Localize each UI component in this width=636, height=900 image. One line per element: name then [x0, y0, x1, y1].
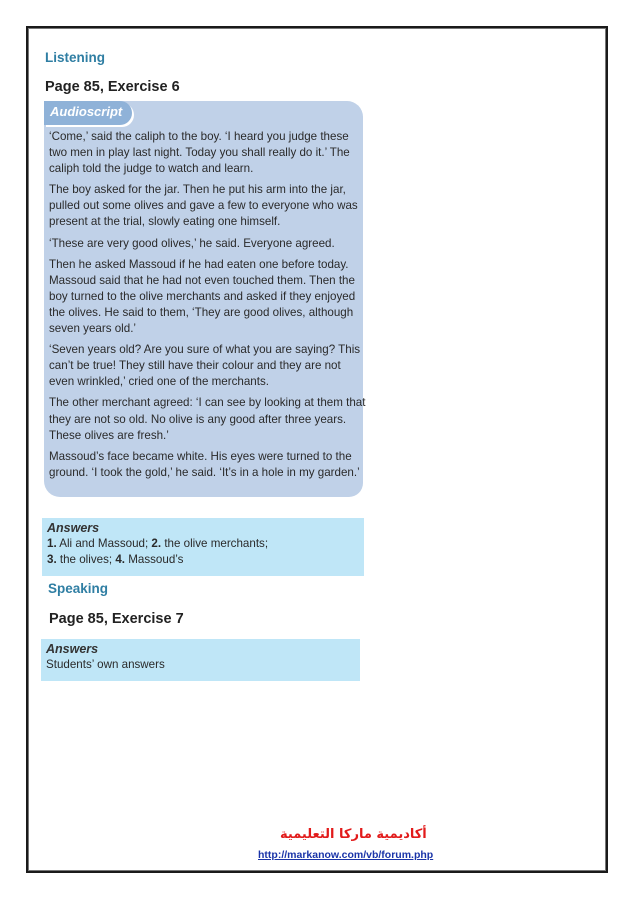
audioscript-paragraph: Then he asked Massoud if he had eaten one before today. Massoud said that he had not even touched them. Then the boy turned to the olive merchants and asked if they enjoyed the olives. He said to them, ‘They are good olives, although seven years old.’ — [49, 257, 356, 336]
listening-answers-box — [42, 518, 364, 576]
audioscript-paragraph: ‘Seven years old? Are you sure of what you are saying? This can’t be true! They still have their colour and they are not even wrinkled,’ cried one of the merchants. — [49, 343, 361, 389]
audioscript-text — [49, 129, 367, 486]
answer-number: 4. — [115, 553, 125, 566]
speaking-answers-box — [41, 639, 360, 681]
audioscript-paragraph: The boy asked for the jar. Then he put his arm into the jar, pulled out some olives and gave a few to everyone who was present at the trial, slowly eating one himself. — [49, 183, 358, 229]
answer-number: 2. — [151, 537, 162, 550]
answer-text: the olive merchants; — [161, 537, 269, 550]
footer-arabic-title: أكاديمية ماركا التعليمية — [280, 827, 427, 842]
answer-text: the olives; — [56, 553, 116, 566]
audioscript-label: Audioscript — [50, 104, 123, 119]
audioscript-paragraph: The other merchant agreed: ‘I can see by looking at them that they are not so old. No olive is any good after three years. These olives are fresh.’ — [49, 396, 366, 442]
answer-number: 1. — [47, 537, 57, 550]
footer-url-link[interactable]: http://markanow.com/vb/forum.php — [258, 849, 434, 861]
answers-line — [47, 552, 359, 568]
speaking-heading: Speaking — [48, 581, 109, 596]
answer-text: Massoud’s — [125, 553, 184, 566]
listening-heading: Listening — [45, 50, 105, 65]
audioscript-paragraph: Massoud’s face became white. His eyes were turned to the ground. ‘I took the gold,’ he said. ‘It’s in a hole in my garden.’ — [49, 449, 360, 479]
listening-exercise-title: Page 85, Exercise 6 — [45, 79, 180, 95]
audioscript-paragraph: ‘These are very good olives,’ he said. Everyone agreed. — [49, 236, 335, 250]
answers-line — [47, 536, 359, 552]
answer-text: Ali and Massoud; — [56, 537, 152, 550]
speaking-exercise-title: Page 85, Exercise 7 — [49, 611, 184, 627]
answers-text: Students’ own answers — [46, 658, 165, 671]
answers-list — [47, 536, 359, 568]
answers-heading: Answers — [46, 642, 99, 656]
answer-number: 3. — [47, 553, 57, 566]
audioscript-paragraph: ‘Come,’ said the caliph to the boy. ‘I heard you judge these two men in play last night. Today you shall really do it.’ The caliph told the judge to watch and learn. — [49, 130, 350, 176]
answers-heading: Answers — [47, 521, 100, 535]
